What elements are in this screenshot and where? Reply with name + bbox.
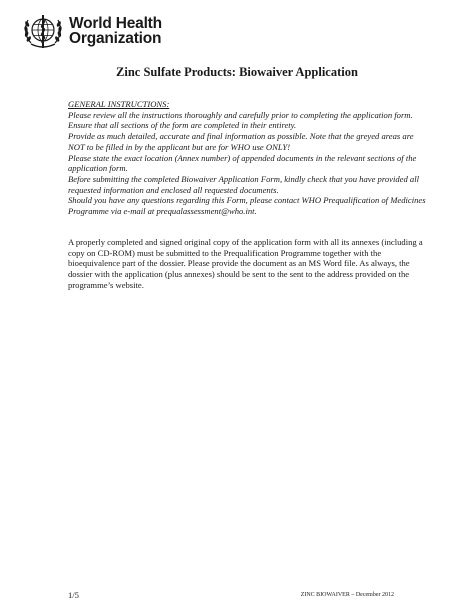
footer-document-reference: ZINC BIOWAIVER – December 2012: [300, 592, 394, 598]
who-logo: [22, 10, 162, 52]
organization-name: [69, 16, 162, 46]
instructions-heading: GENERAL INSTRUCTIONS:: [68, 99, 170, 109]
document-title: Zinc Sulfate Products: Biowaiver Application: [116, 65, 358, 79]
submission-paragraph: A properly completed and signed original copy of the application form with all its annexes (including a copy on CD-ROM) must be submitted to the Prequalification Programme together with the bioequivalence part of the dossier. Please provide the document as an MS Word file. As always, the dossier with the application (plus annexes) should be sent to the sent to the address provided on the programme’s website.: [68, 237, 423, 290]
org-name-line2: Organization: [69, 30, 162, 47]
instruction-item: Should you have any questions regarding this Form, please contact WHO Prequalification of Medicines Programme via e-mail at prequalassessment@who.int.: [68, 195, 426, 217]
instruction-item: Please review all the instructions thoroughly and carefully prior to completing the application form. Ensure that all sections of the form are completed in their entirety.: [68, 109, 413, 131]
page-number: 1/5: [68, 590, 79, 600]
instruction-item: Please state the exact location (Annex number) of appended documents in the relevant sections of the application form.: [68, 152, 417, 174]
who-emblem-icon: [22, 10, 64, 52]
instruction-item: Provide as much detailed, accurate and final information as possible. Note that the greyed areas are NOT to be filled in by the applicant but are for WHO use ONLY!: [68, 131, 414, 152]
general-instructions: [68, 99, 428, 217]
instruction-item: Before submitting the completed Biowaiver Application Form, kindly check that you have provided all requested information and enclosed all requested documents.: [68, 173, 419, 195]
org-name-line1: World Health: [69, 15, 162, 32]
